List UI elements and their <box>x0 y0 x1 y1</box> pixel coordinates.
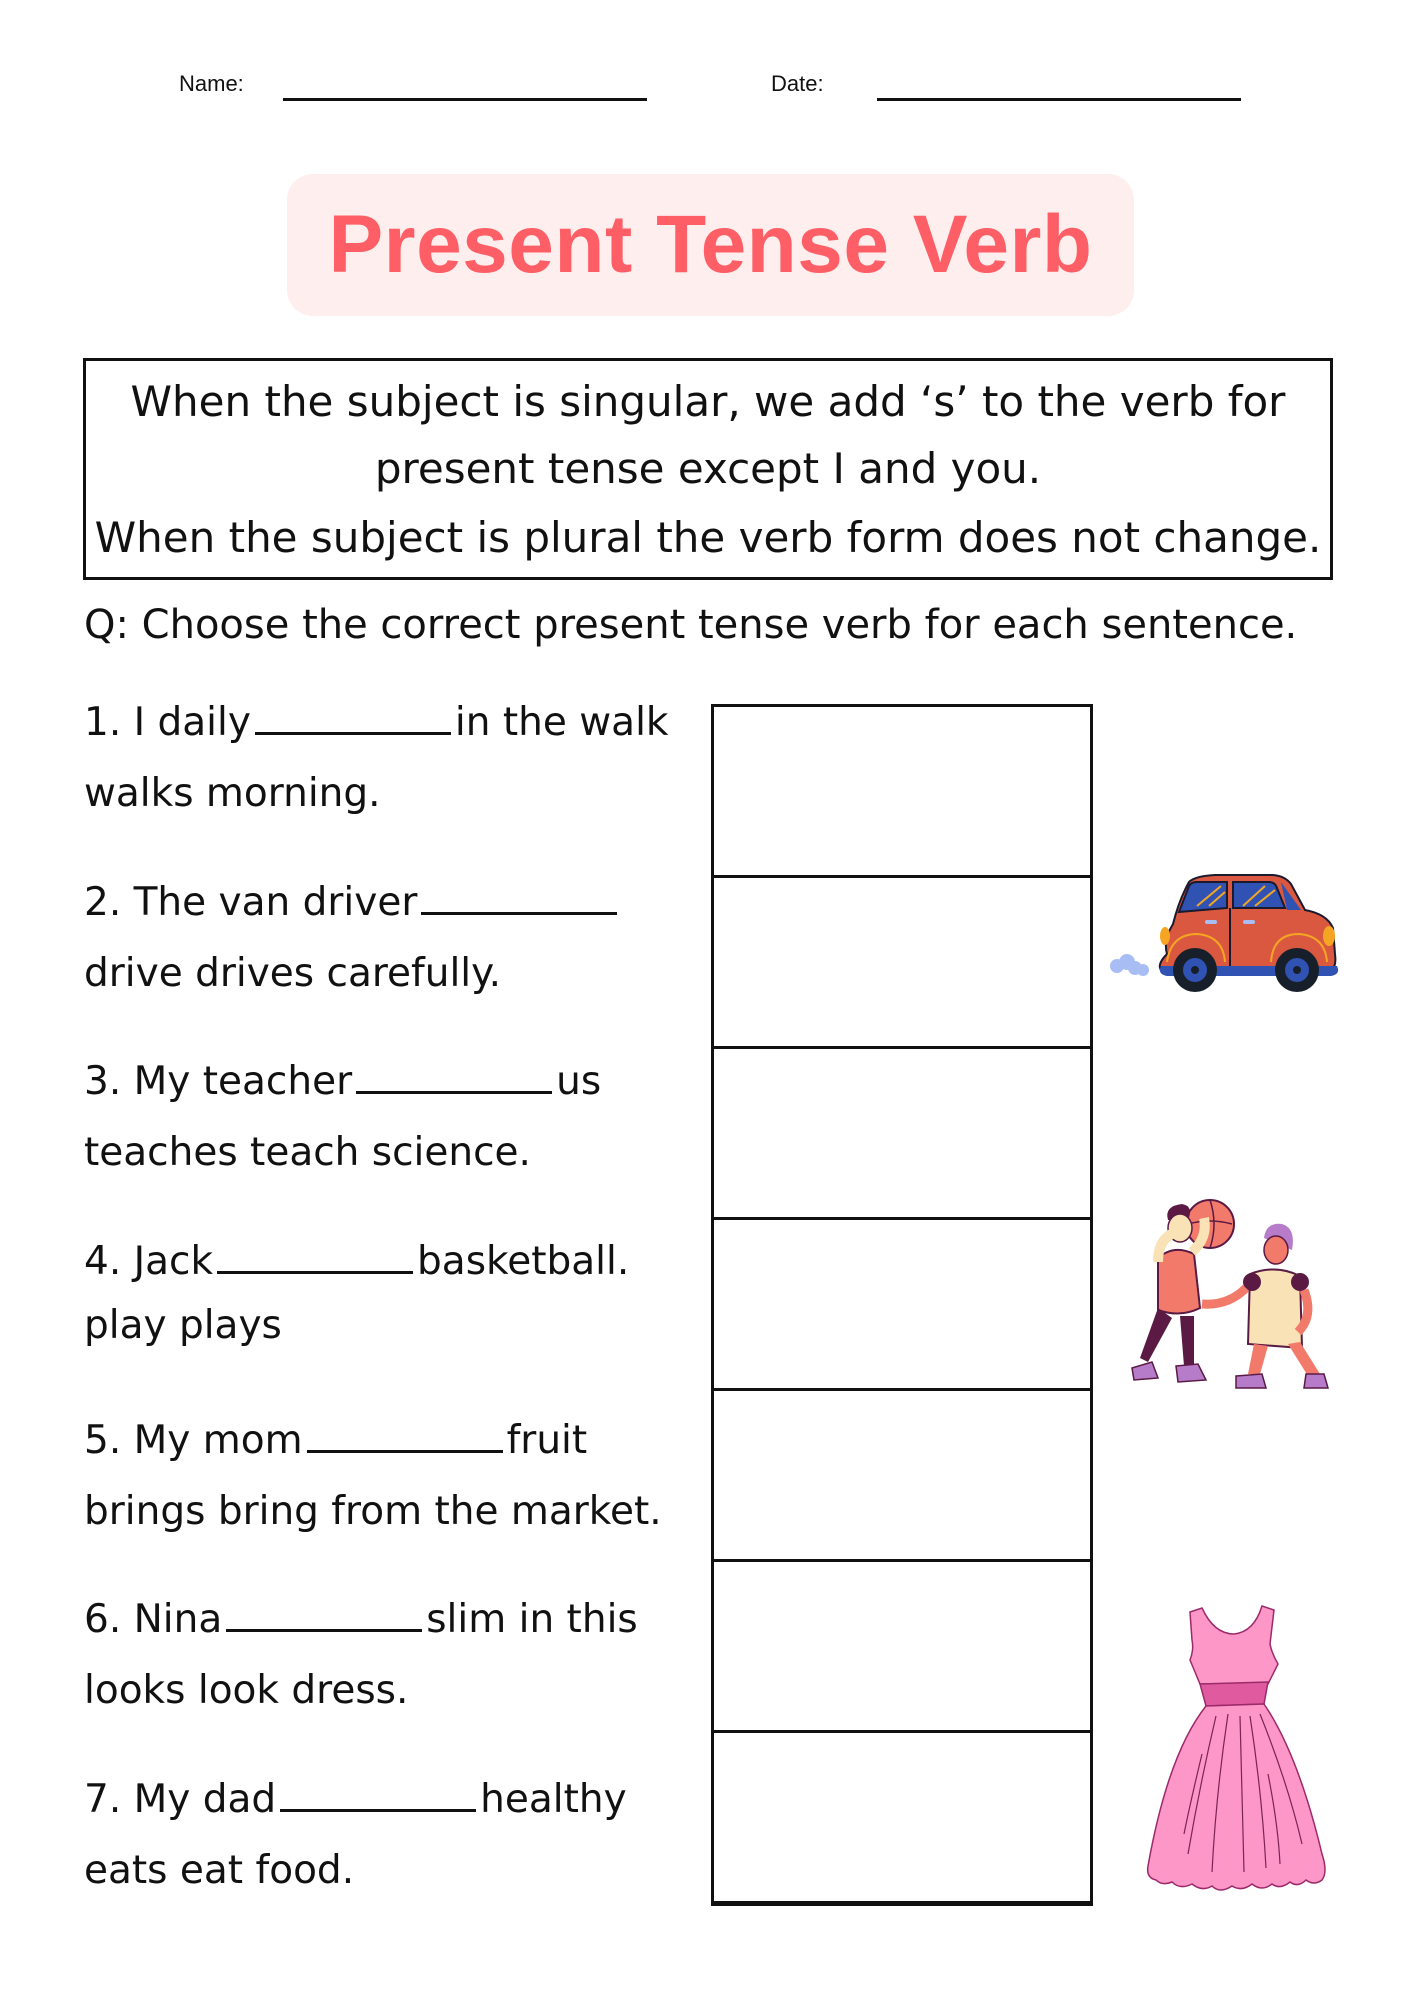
answer-box-2[interactable] <box>711 875 1093 1049</box>
item-options: looks look dress. <box>84 1668 409 1713</box>
answer-blank[interactable] <box>280 1779 476 1812</box>
item-text-after: fruit <box>506 1418 588 1463</box>
page-title: Present Tense Verb <box>328 199 1093 290</box>
rule-line-1: When the subject is singular, we add ‘s’ to the verb for <box>130 377 1286 426</box>
item-text-before: 1. I daily <box>84 700 251 745</box>
item-text-before: 7. My dad <box>84 1777 277 1822</box>
question-prompt: Q: Choose the correct present tense verb for each sentence. <box>84 602 1298 648</box>
answer-blank[interactable] <box>421 882 617 915</box>
answer-blank[interactable] <box>356 1061 552 1094</box>
item-text-before: 6. Nina <box>84 1597 223 1642</box>
answer-box-7[interactable] <box>711 1730 1093 1906</box>
name-field[interactable] <box>283 98 647 101</box>
car-illustration <box>1105 870 1345 1000</box>
item-text-after: healthy <box>480 1777 627 1822</box>
answer-box-3[interactable] <box>711 1046 1093 1220</box>
item-text-after: us <box>556 1059 602 1104</box>
item-options: teaches teach science. <box>84 1130 531 1175</box>
item-text-after: basketball. <box>417 1239 630 1284</box>
item-text-before: 5. My mom <box>84 1418 303 1463</box>
date-field[interactable] <box>877 98 1241 101</box>
answer-blank[interactable] <box>255 702 451 735</box>
item-text-after: in the walk <box>454 700 669 745</box>
name-label: Name: <box>179 71 244 96</box>
answer-box-6[interactable] <box>711 1559 1093 1733</box>
item-options: eats eat food. <box>84 1848 355 1893</box>
rule-line-3: When the subject is plural the verb form does not change. <box>94 513 1322 562</box>
answer-box-5[interactable] <box>711 1388 1093 1562</box>
date-label: Date: <box>771 71 824 96</box>
answer-blank[interactable] <box>217 1241 413 1274</box>
item-text-before: 3. My teacher <box>84 1059 353 1104</box>
dress-illustration <box>1128 1604 1348 1894</box>
answer-box-4[interactable] <box>711 1217 1093 1391</box>
rule-box <box>83 358 1333 580</box>
item-text-before: 4. Jack <box>84 1239 214 1284</box>
rule-line-2: present tense except I and you. <box>374 444 1042 493</box>
answer-blank[interactable] <box>226 1599 422 1632</box>
answer-box-1[interactable] <box>711 704 1093 878</box>
exhaust-cloud-icon <box>1110 954 1149 976</box>
item-options: drive drives carefully. <box>84 951 502 996</box>
item-text-after: slim in this <box>426 1597 638 1642</box>
answer-blank[interactable] <box>307 1420 503 1453</box>
item-text-before: 2. The van driver <box>84 880 418 925</box>
item-options: brings bring from the market. <box>84 1489 662 1534</box>
item-options: walks morning. <box>84 771 381 816</box>
basketball-players-illustration <box>1128 1198 1348 1408</box>
basketball-icon <box>1186 1200 1234 1248</box>
item-options: play plays <box>84 1303 282 1348</box>
